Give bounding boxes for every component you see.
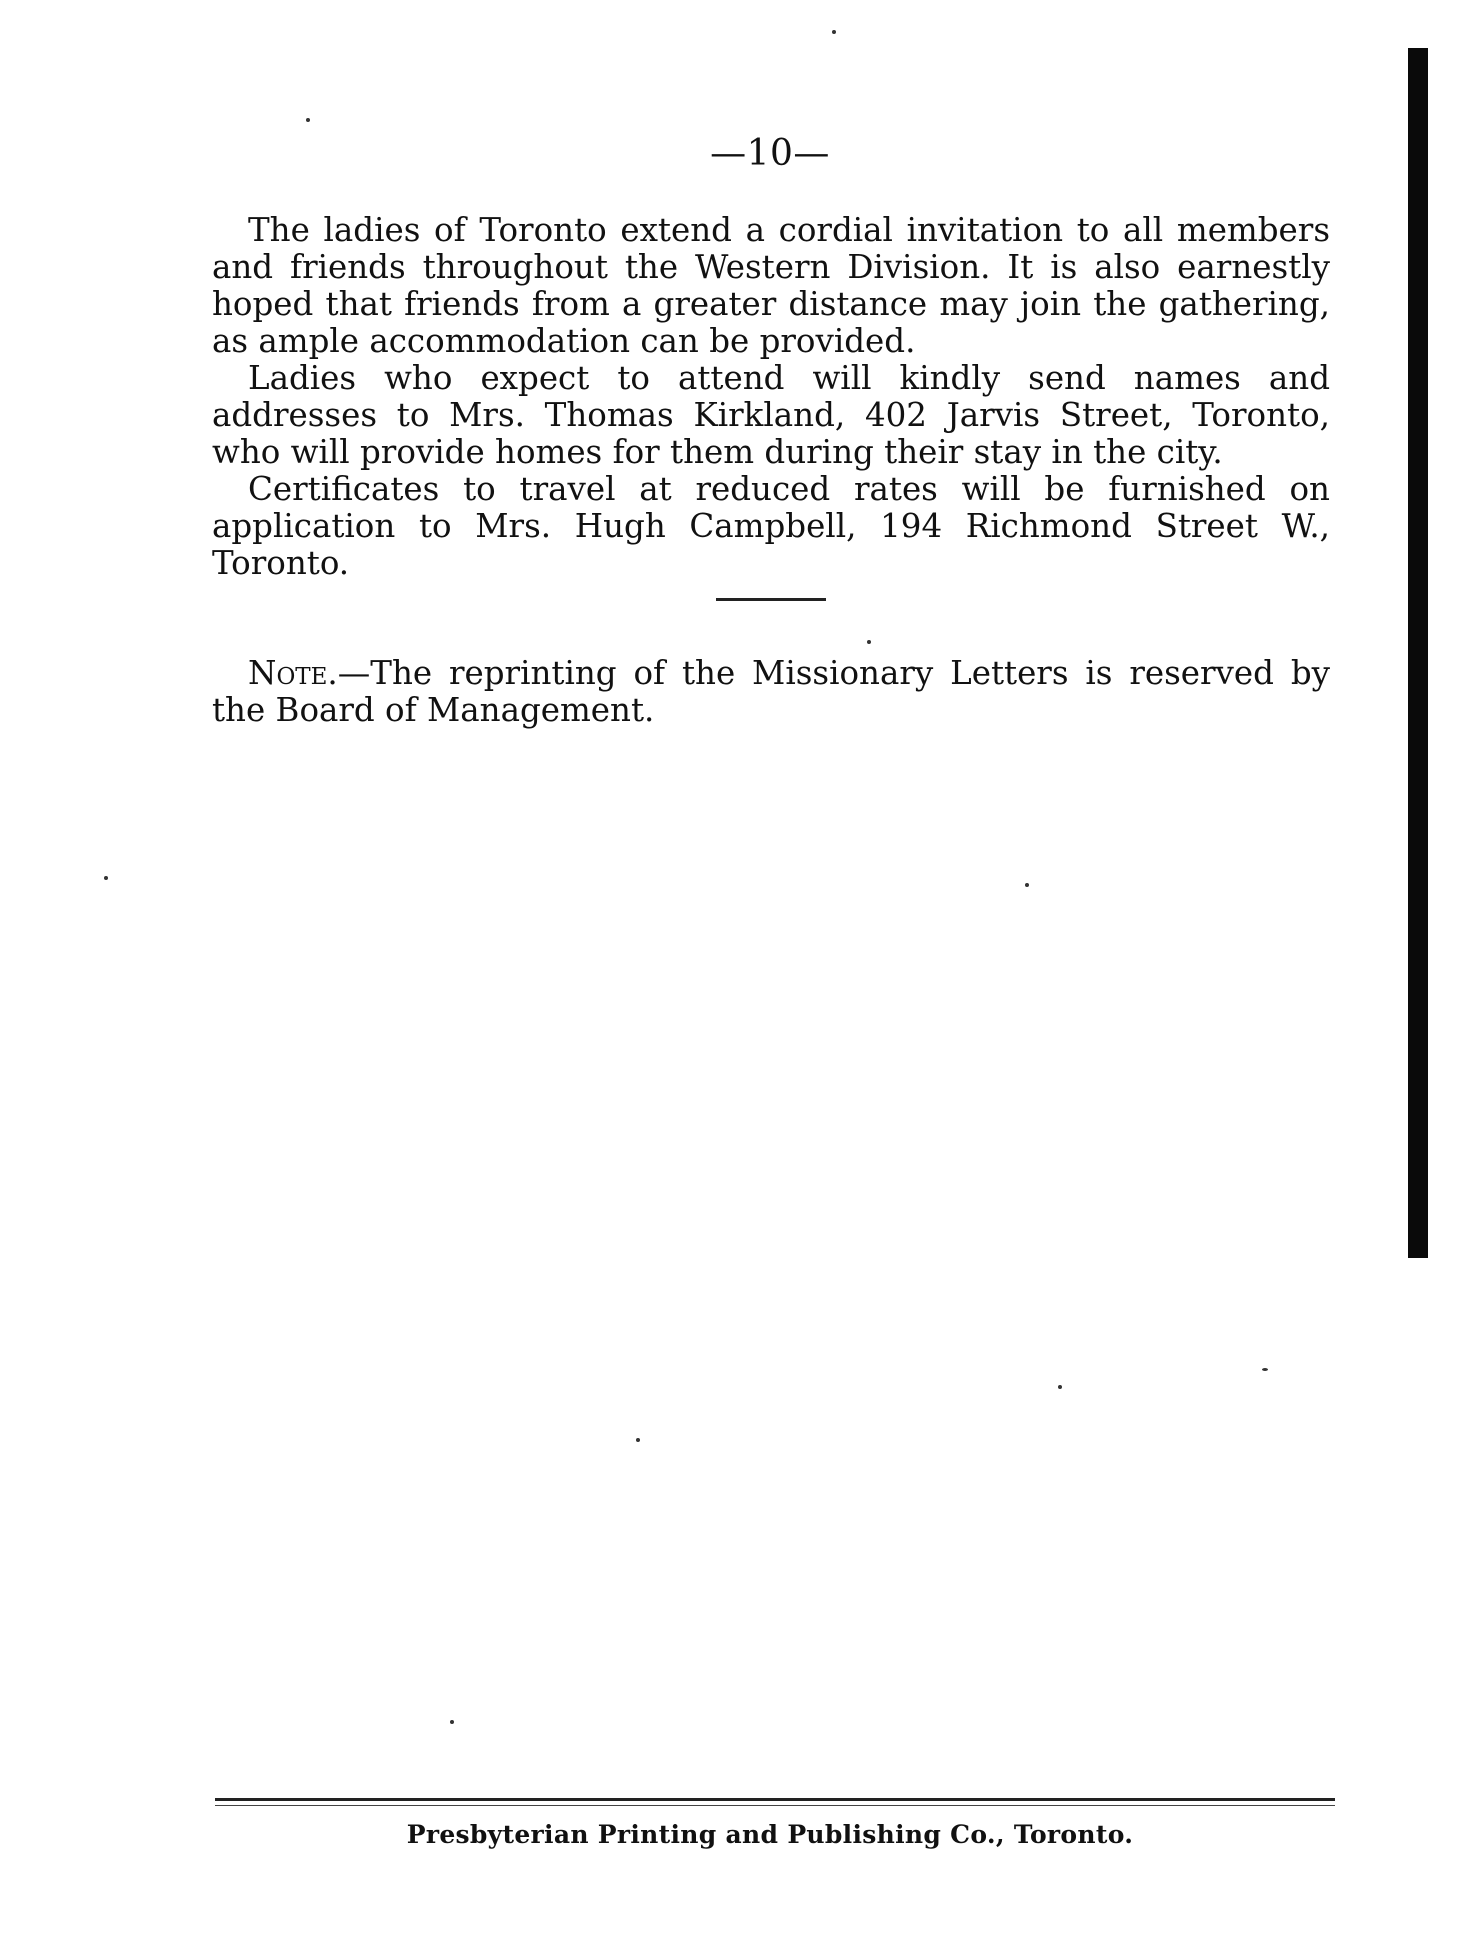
invitation-paragraph: The ladies of Toronto extend a cordial invitation to all members and friends throughout the Western Division. It is also earnestly hoped that friends from a greater distance may join the gathering, as ample accommodation can be provided. [212, 211, 1330, 360]
section-divider [716, 598, 826, 601]
scan-speck [832, 30, 836, 34]
scan-speck [867, 640, 871, 644]
page-number: —10— [710, 133, 830, 174]
scan-speck [104, 876, 108, 880]
scan-speck [306, 118, 310, 122]
travel-certificates-paragraph: Certificates to travel at reduced rates will be furnished on application to Mrs. Hugh Campbell, 194 Richmond Street W., Toronto. [212, 470, 1330, 582]
scan-speck [1025, 883, 1029, 887]
scan-speck [636, 1438, 640, 1442]
binding-shadow [1408, 48, 1428, 1258]
footer-rule [215, 1798, 1335, 1806]
scan-speck [1058, 1385, 1062, 1389]
printer-imprint: Presbyterian Printing and Publishing Co., Toronto. [406, 1820, 1134, 1849]
scan-speck [450, 1720, 454, 1724]
note-paragraph [212, 655, 1330, 729]
main-text [212, 212, 1330, 582]
note-label: Note. [248, 654, 338, 692]
note-body: —The reprinting of the Missionary Letters is reserved by the Board of Management. [212, 654, 1330, 729]
scan-speck [1262, 1368, 1268, 1371]
registration-paragraph: Ladies who expect to attend will kindly send names and addresses to Mrs. Thomas Kirkland, 402 Jarvis Street, Toronto, who will provide homes for them during their stay in the city. [212, 359, 1330, 471]
